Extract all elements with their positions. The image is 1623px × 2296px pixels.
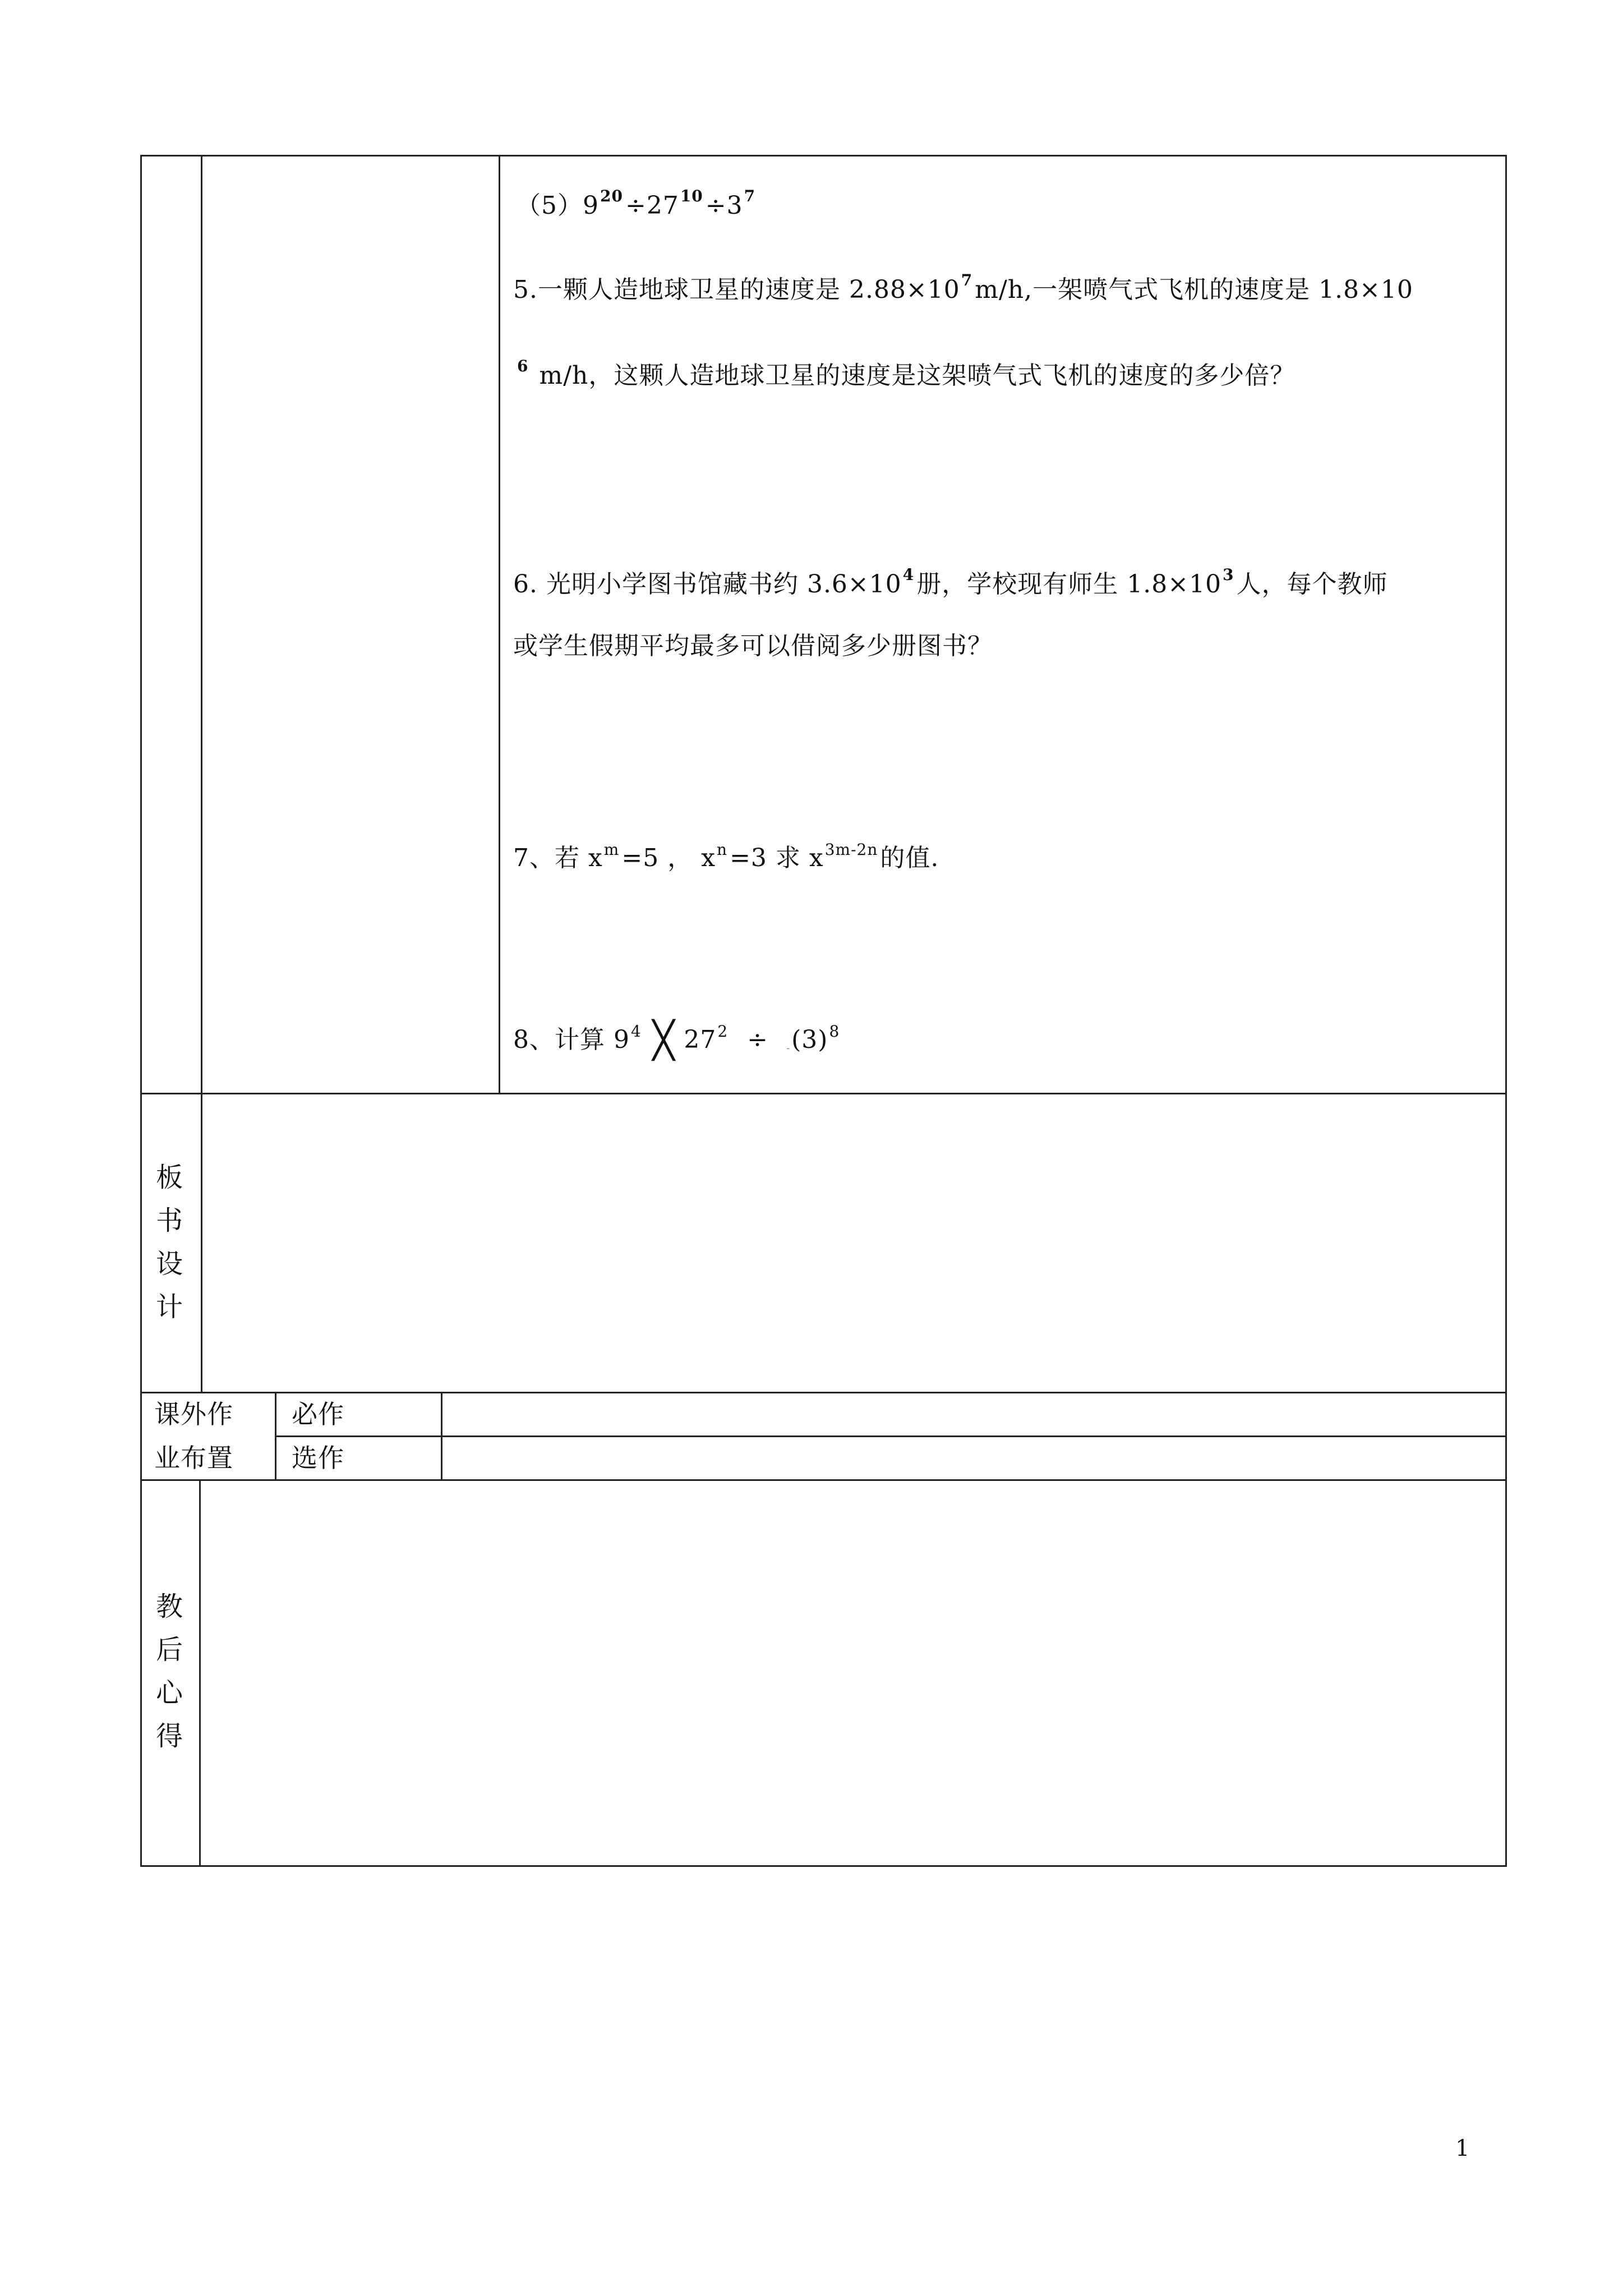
table-bottom-border [140, 1865, 1507, 1867]
question-5-line1 [513, 271, 1413, 304]
q6-exp2: 3 [1223, 565, 1234, 584]
label-column-line-top [201, 155, 202, 1392]
q8-exp2: 2 [717, 1022, 728, 1041]
homework-label-line [275, 1392, 276, 1481]
reflection-label-char-1: 教 [156, 1591, 183, 1622]
q5-exp1: 7 [961, 271, 973, 289]
p5-mid2: ÷3 [705, 191, 743, 220]
q5-exp2: 6 [517, 357, 529, 375]
table-divider-homework [140, 1392, 1507, 1393]
board-label-char-1: 板 [156, 1162, 183, 1193]
homework-label-line1: 课外作 [154, 1399, 233, 1429]
p5-prefix: （5）9 [516, 191, 599, 220]
q8-faint-mark: - [786, 1042, 791, 1054]
q8-part-b: 27 [684, 1025, 717, 1054]
page-number: 1 [1455, 2136, 1470, 2161]
q7-part-d: 的值. [880, 844, 939, 872]
question-7 [513, 840, 939, 872]
p5-mid1: ÷27 [625, 191, 679, 220]
q6-part-b: 册，学校现有师生 1.8×10 [916, 570, 1222, 599]
q8-exp3: 8 [829, 1022, 840, 1041]
q6-part-a: 6. 光明小学图书馆藏书约 3.6×10 [513, 570, 902, 599]
q5-part-a: 5.一颗人造地球卫星的速度是 2.88×10 [513, 275, 960, 304]
q7-exp2: n [717, 840, 728, 859]
q7-part-b: =5 ， x [621, 844, 716, 872]
question-5-line2 [516, 357, 1295, 390]
label-column-line-bottom [199, 1479, 201, 1867]
reflection-label-char-3: 心 [156, 1677, 183, 1709]
q7-exp3: 3m-2n [824, 840, 878, 859]
question-6-line2: 或学生假期平均最多可以借阅多少册图书？ [513, 632, 993, 660]
q8-exp1: 4 [630, 1022, 642, 1041]
reflection-label-char-2: 后 [156, 1634, 183, 1665]
board-label-char-2: 书 [156, 1205, 183, 1236]
table-divider-homework-mid [275, 1435, 1507, 1437]
p5-exp3: 7 [744, 187, 756, 205]
q8-divide: ÷ [747, 1025, 769, 1054]
table-top-border [140, 155, 1507, 157]
homework-optional-label: 选作 [292, 1443, 344, 1473]
question-8 [513, 1018, 842, 1061]
homework-type-line [441, 1392, 442, 1481]
q8-part-d: (3) [791, 1025, 828, 1054]
p5-exp2: 10 [680, 187, 703, 205]
q7-exp1: m [603, 840, 620, 859]
q5-part-c: m/h，这颗人造地球卫星的速度是这架喷气式飞机的速度的多少倍？ [539, 361, 1295, 390]
board-label-char-4: 计 [156, 1291, 183, 1323]
q7-part-a: 7、若 x [513, 844, 603, 872]
table-divider-reflection [140, 1479, 1507, 1481]
table-divider-board [140, 1093, 1507, 1094]
board-label-char-3: 设 [156, 1248, 183, 1280]
q6-part-c: 人，每个教师 [1236, 570, 1388, 599]
homework-required-label: 必作 [292, 1399, 344, 1429]
table-right-border [1505, 155, 1507, 1867]
problem-5-expression [516, 187, 758, 220]
q5-part-b: m/h,一架喷气式飞机的速度是 1.8×10 [975, 275, 1413, 304]
content-column-line [499, 155, 500, 1094]
q8-part-a: 8、计算 9 [513, 1025, 630, 1054]
reflection-label-char-4: 得 [156, 1720, 183, 1752]
homework-label-line2: 业布置 [154, 1443, 233, 1473]
q8-times-sign: ╳ [652, 1020, 675, 1061]
q6-exp1: 4 [902, 565, 915, 584]
table-left-border [140, 155, 142, 1867]
q7-part-c: =3 求 x [730, 844, 824, 872]
p5-exp1: 20 [600, 187, 623, 205]
question-6-line1 [513, 565, 1388, 599]
